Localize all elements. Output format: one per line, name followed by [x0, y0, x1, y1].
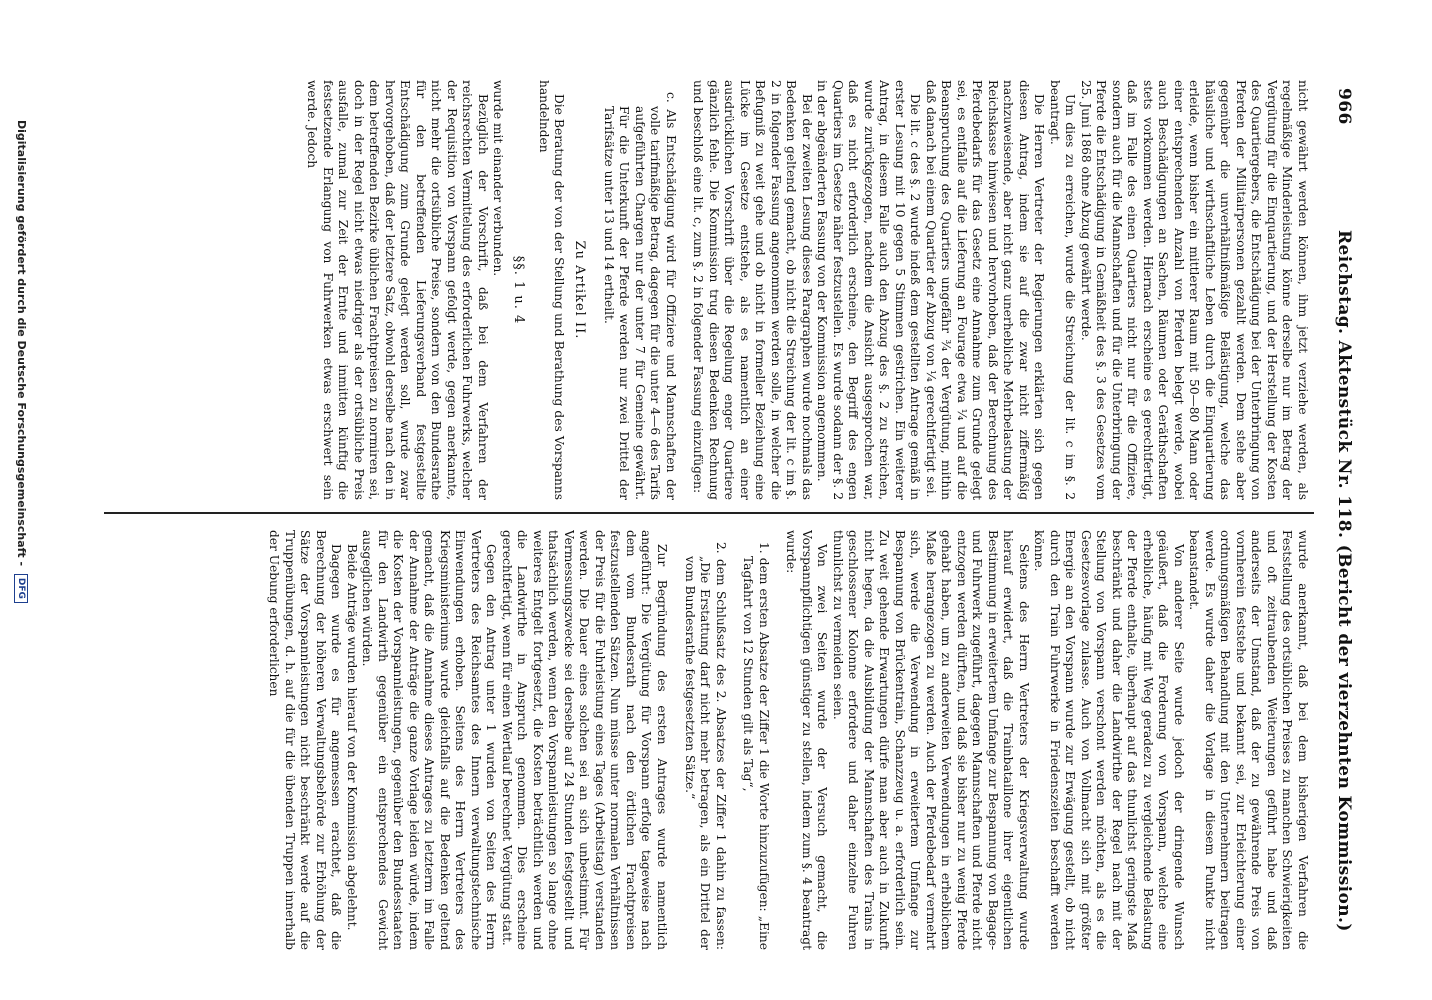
paragraph: Gegen den Antrag unter 1 wurden von Seiten des Herrn Vertreters des Reichsamtes des Innern verwaltungstechnische Einwendungen erhoben. Seitens des Herrn Vertreters des Kriegsministeriums wurde gleichfalls auf die Bedenken geltend gemacht, daß die Annahme dieses Antrages zu letzterm im Falle der Annahme der Anträge die ganze Vorlage leiden würde, indem die Kosten der Vorspannleistungen, gegenüber den Bundesstaaten für den Landwirth gegenüber ein entsprechendes Gewicht ausgeglichen würden. — [360, 530, 499, 950]
paragraph: Seitens des Herrn Vertreters der Kriegsverwaltung wurde hierauf erwidert, daß die Trainbataillone ihrer eigentlichen Bestimmung in erweitertem Umfange zur Bespannung von Bagage- und Fuhrwerk zugeführt, dagegen Mannschaften und Pferde nicht entzogen werden dürften, und daß sie bisher nur zu wenig Pferde gehabt haben, um zu anderweiten Verwendungen in erheblichem Maße herangezogen zu werden. Auch der Pferdebedarf vermehrt sich, werde die Verwendung in erweitertem Umfange zur Bespannung von Brückentrain, Schanzzeug u. a. erforderlich sein. Zu weit gehende Erwartungen dürfe man aber auch in Zukunft nicht hegen, da die Ausbildung der Mannschaften des Trains in geschlossener Kolonne erfordere und daher einzelne Fuhren thunlichst zu vermeiden seien. — [831, 530, 1031, 950]
paragraph: Bezüglich der Vorschrift, daß bei dem Verfahren der reichsrechten Vermittelung des erforderlichen Fuhrwerks, welcher der Requisition von Vorspann gefolgt werde, gegen anerkannte, nicht mehr die ortsübliche Preise, sondern von den Bundesrathe für den betreffenden Lieferungsverband festgestellte Entschädigung zum Grunde gelegt werden soll, wurde zwar hervorgehoben, daß der letztere Satz, obwohl derselbe nach den in dem betreffenden Bezirke üblichen Frachtpreisen zu normiren sei, doch in der Regel nicht etwas niedriger als der ortsübliche Preis ausfalle, zumal zur Zeit der Ernte und inmitten künftig die festsetzende Erlangung von Fuhrwerken etwas erschwert sein werde. Jedoch — [305, 80, 490, 500]
paragraph: Von anderer Seite wurde jedoch der dringende Wunsch geäußert, daß die Forderung von Vorspann, welche eine erhebliche, häufig mit Weg geradezu zu vergleichende Belastung der Pferde enthalte, überhaupt auf das thunlichst geringste Maß beschränkt und daher die Landwirthe der Regel nach mit der Stellung von Vorspann verschont werden möchten, als es die Gesetzesvorlage zulasse. Auch von Vollmacht sich mit größter Energie an den Vorspann wurde zur Erwägung gestellt, ob nicht durch den Train Fuhrwerke in Friedenszeiten beschafft werden könne. — [1032, 530, 1186, 950]
paragraph: Dagegen wurde es für angemessen erachtet, daß die Berechnung der höheren Verwaltungsbehörde zur Erhöhung der Sätze der Vorspannleistungen nicht beschränkt werde auf die Truppenübungen, d. h. auf die für die übenden Truppen innerhalb der Uebung erforderlichen — [267, 530, 344, 950]
section-heading-paragraphs: §§. 1 u. 4 — [511, 255, 527, 325]
paragraph: Um dies zu erreichen, wurde die Streichung der lit. c im §. 2 beantragt. — [1048, 80, 1078, 500]
paragraph: Von zwei Seiten wurde der Versuch gemacht, die Vorspannpflichtigen günstiger zu stellen, indem zum §. 4 beantragt wurde: — [784, 530, 830, 950]
paragraph: Die Beratung der von der Stellung und Berathung des Vorspanns handelnden — [536, 80, 567, 500]
list-item: 1. dem ersten Absatze der Ziffer 1 die Worte hinzuzufügen: „Eine Tagfahrt von 12 Stunden gilt als Tag“, — [741, 542, 771, 950]
paragraph: Beide Anträge wurden hierauf von der Kommission abgelehnt. — [344, 544, 359, 931]
paragraph: Die Herren Vertreter der Regierungen erklärten sich gegen diesen Antrag, indem sie auf die zwar nicht ziffermäßig nachzuweisende, aber nicht ganz unerhebliche Mehrbelastung der Reichskasse hinwiesen und hervorhoben, daß der Berechnung des Pferdebedarfs für das Gesetz eine Annahme zum Grunde gelegt sei, es entfalle auf die Lieferung an Fourage etwa ¼ und auf die Beanspruchung des Quartiers ungefähr ¾ der Vergütung, mithin daß danach bei einem Quartier der Abzug von ¼ gerechtfertigt sei. — [924, 80, 1047, 500]
dfg-logo: DFG — [14, 574, 28, 603]
page-number: 966 — [1334, 88, 1354, 125]
list-item: 2. dem Schlußsatz des 2. Absatzes der Ziffer 1 dahin zu fassen: „Die Erstattung darf nicht mehr betragen, als ein Drittel der vom Bundesrathe festgesetzten Sätze.“ — [682, 542, 728, 950]
list-item: c. Als Entschädigung wird für Offiziere und Mannschaften der volle tarifmäßige Betrag, dagegen für die unter 4—6 des Tarifs aufgeführten Chargen nur der unter 7 für Gemeine gewährt. Für die Unterkunft der Pferde werden nur zwei Drittel der Tarifsätze unter 13 und 14 ertheilt. — [601, 92, 678, 500]
credit-text: Digitalisierung gefördert durch die Deutsche Forschungsgemeinschaft - — [15, 120, 28, 567]
paragraph: Zur Begründung des ersten Antrages wurde namentlich angeführt: Die Vergütung für Vorspann erfolge tageweise nach dem vom Bundesrath nach den örtlichen Frachtpreisen festzustellenden Sätzen. Nun müsse unter normalen Verhältnissen der Preis für die Fuhrleistung eines Tages (Arbeitstag) verstanden werden. Die Dauer eines solchen sei an sich unbestimmt. Für Vermessungszwecke sei derselbe auf 24 Stunden festgestellt und thatsächlich werden, wenn den Vorspannleistungen so lange ohne weiteres Entgelt fortgesetzt, die Kosten beträchtlich werden und die Landwirthe in Anspruch genommen. Dies erscheine gerechtfertigt, wenn für einen Wertlauf berechnet Vergütung statt. — [499, 530, 669, 950]
paragraph: nicht gewährt werden können, ihm jetzt verziehe werden, als regelmäßige Minderleistung könne derselbe nur im Betrag der Vergütung für die Einquartierung, und der Herstellung der Kosten des Quartiergebers, die Entschädigung bei der Unterbringung von Pferden der Militairpersonen gezahlt werden. Dem stehe aber gegenüber die unverhältnißmäßige Belästigung, welche das häusliche und wirthschaftliche Leben durch die Einquartierung erleide, wenn bisher ein mittlerer Raum mit 50—80 Mann oder einer entsprechenden Anzahl von Pferden belegt werde, wobei auch Beschädigungen an Sachen, Räumen oder Geräthschaften stets vorkommen werden. Hiernach erscheine es gerechtfertigt, daß im Falle des einen Quartiers nicht nur für die Offiziere, sondern auch für die Mannschaften und für die Unterbringung der Pferde die Entschädigung in Gemäßheit des §. 3 des Gesetzes vom 25. Juni 1868 ohne Abzug gewährt werde. — [1079, 80, 1310, 500]
paragraph: Die lit. c des §. 2 wurde indeß dem gestellten Antrage gemäß in erster Lesung mit 10 gegen 5 Stimmen gestrichen. Ein weiterer Antrag, in diesem Falle auch den Abzug des §. 2 zu streichen, wurde zurückgezogen, nachdem die Ansicht ausgesprochen war, daß es nicht erforderlich erscheine, den Begriff des engen Quartiers im Gesetze näher festzustellen. Es wurde sodann der §. 2 in der abgeänderten Fassung von der Kommission angenommen. — [815, 80, 923, 500]
digitization-credit — [8, 120, 28, 940]
right-column — [110, 530, 1310, 950]
paragraph: wurde mit einander verbunden. — [491, 80, 506, 277]
page-header — [1324, 80, 1360, 980]
section-heading-article: Zu Artikel II. — [572, 240, 588, 340]
running-title: Reichstag. Aktenstück Nr. 118. (Bericht der vierzehnten Kommission.) — [1334, 230, 1354, 932]
paragraph: Bei der zweiten Lesung dieses Paragraphen wurde nochmals das Bedenken geltend gemacht, ob nicht die Streichung der lit. c im §. 2 in folgender Fassung angenommen werden solle, in welcher die Befugniß zu weit gehe und ob nicht in formeller Beziehung eine Lücke im Gesetze entstehe, als es namentlich an einer ausdrücklichen Vorschrift über die Regelung enger Quartiere gänzlich fehle. Die Kommission trug diesen Bedenken Rechnung und beschloß eine lit. c, zum §. 2 in folgender Fassung einzufügen: — [691, 80, 814, 500]
column-divider — [104, 512, 1314, 514]
paragraph: wurde anerkannt, daß bei dem bisherigen Verfahren die Feststellung des ortsüblichen Preises zu manchen Schwierigkeiten und oft zeitraubenden Weiterungen geführt habe und daß anderseits der Umstand, daß der zu gewährende Preis von vornherein feststehe und bekannt sei, zur Erleichterung einer ordnungsmäßigen Behandlung mit den Unternehmern beitragen werde. Es wurde daher die Vorlage in diesem Punkte nicht beanstandet. — [1187, 530, 1310, 950]
left-column — [110, 80, 1310, 500]
